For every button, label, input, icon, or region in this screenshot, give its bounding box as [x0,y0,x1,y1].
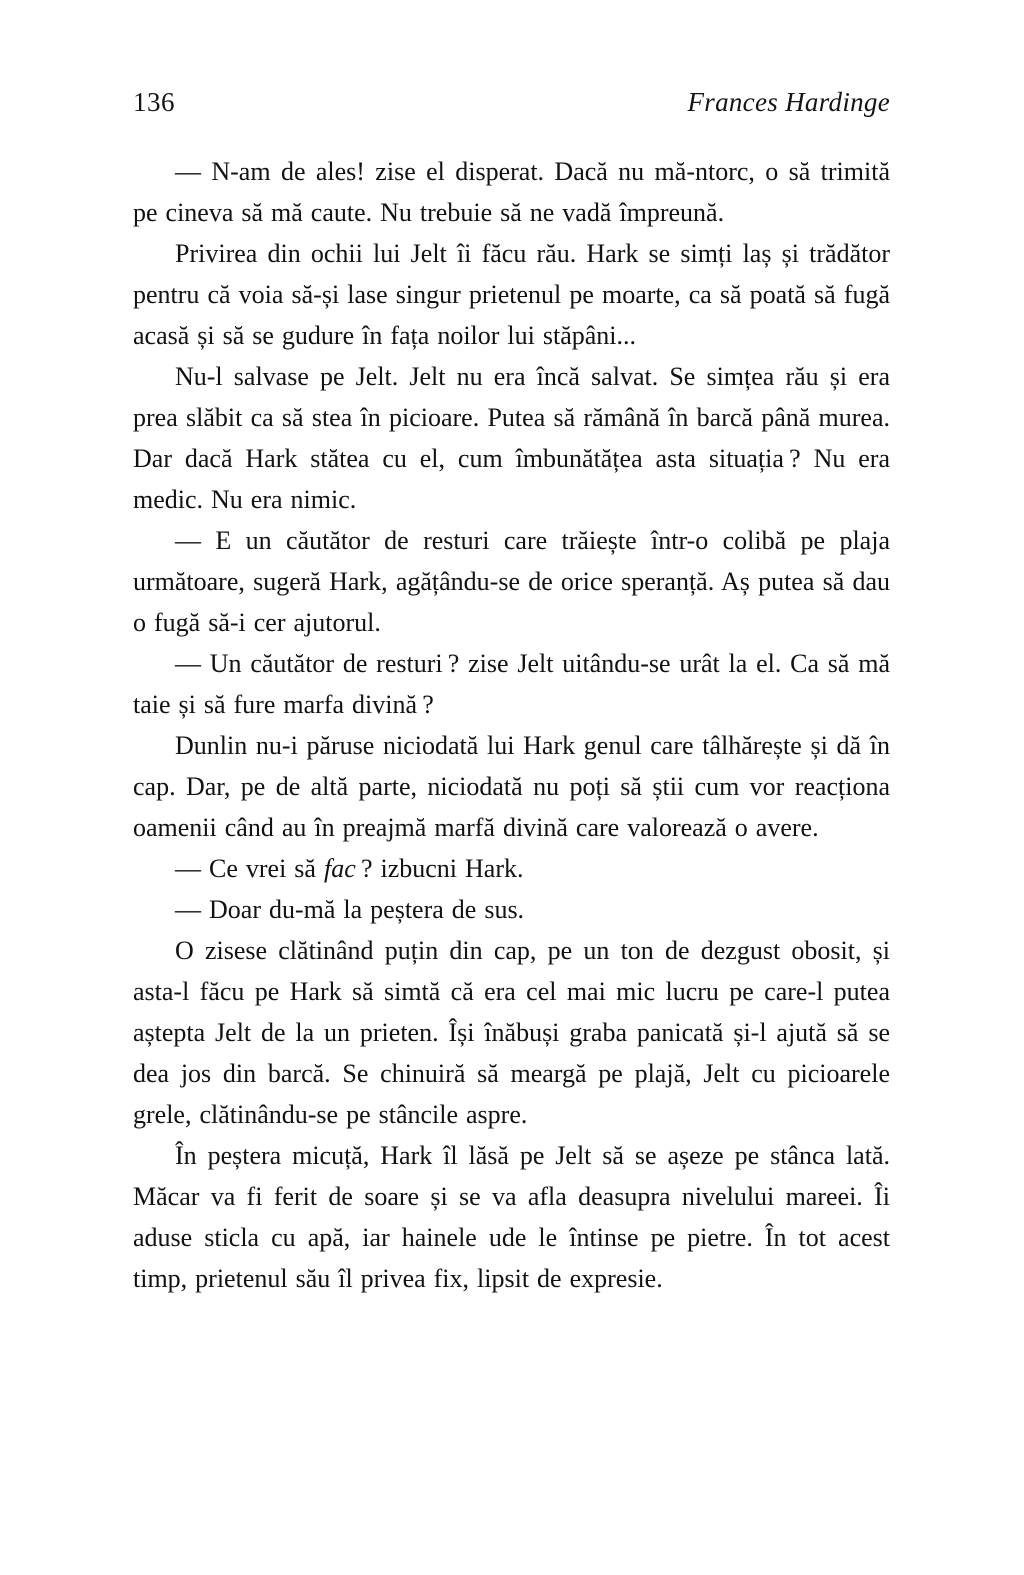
text-segment: — Un căutător de resturi ? zise Jelt uitându-se urât la el. Ca să mă taie și să fure marfa divină ? [133,648,890,719]
paragraph [133,151,890,233]
paragraph [133,356,890,520]
text-segment: — E un căutător de resturi care trăiește într-o colibă pe plaja următoare, sugeră Hark, agățându-se de orice speranță. Aș putea să dau o fugă să-i cer ajutorul. [133,525,890,637]
text-segment: — N-am de ales! zise el disperat. Dacă nu mă-ntorc, o să trimită pe cineva să mă caute. Nu trebuie să ne vadă împreună. [133,156,890,227]
paragraph [133,930,890,1135]
text-segment: Privirea din ochii lui Jelt îi făcu rău. Hark se simți laș și trădător pentru că voia să-și lase singur prietenul pe moarte, ca să poată să fugă acasă și să se gudure în fața noilor lui stăpâni... [133,238,890,350]
text-segment: — Ce vrei să [175,853,324,883]
text-segment: Dunlin nu-i păruse niciodată lui Hark genul care tâlhărește și dă în cap. Dar, pe de altă parte, niciodată nu poți să știi cum vor reacționa oamenii când au în preajmă marfă divină care valorează o avere. [133,730,890,842]
paragraph [133,520,890,643]
text-segment: ? izbucni Hark. [355,853,524,883]
page-number: 136 [133,87,175,117]
text-segment: În peștera micuță, Hark îl lăsă pe Jelt să se așeze pe stânca lată. Măcar va fi ferit de soare și se va afla deasupra nivelului mareei. Îi aduse sticla cu apă, iar hainele ude le întinse pe pietre. În tot acest timp, prietenul său îl privea fix, lipsit de expresie. [133,1140,890,1293]
text-segment: — Doar du-mă la peștera de sus. [175,894,525,924]
paragraph [133,848,890,889]
paragraph [133,1135,890,1299]
paragraph [133,643,890,725]
text-segment: Nu-l salvase pe Jelt. Jelt nu era încă salvat. Se simțea rău și era prea slăbit ca să stea în picioare. Putea să rămână în barcă până murea. Dar dacă Hark stătea cu el, cum îmbunătățea asta situația ? Nu era medic. Nu era nimic. [133,361,890,514]
page-body [133,151,890,1299]
page-header [133,88,890,118]
text-segment: O zisese clătinând puțin din cap, pe un ton de dezgust obosit, și asta-l făcu pe Hark să simtă că era cel mai mic lucru pe care-l putea aștepta Jelt de la un prieten. Își înăbuși graba panicată și-l ajută să se dea jos din barcă. Se chinuiră să meargă pe plajă, Jelt cu picioarele grele, clătinându-se pe stâncile aspre. [133,935,890,1129]
italic-text-segment: fac [323,853,356,883]
running-header-author: Frances Hardinge [687,87,890,117]
paragraph [133,889,890,930]
paragraph [133,725,890,848]
paragraph [133,233,890,356]
